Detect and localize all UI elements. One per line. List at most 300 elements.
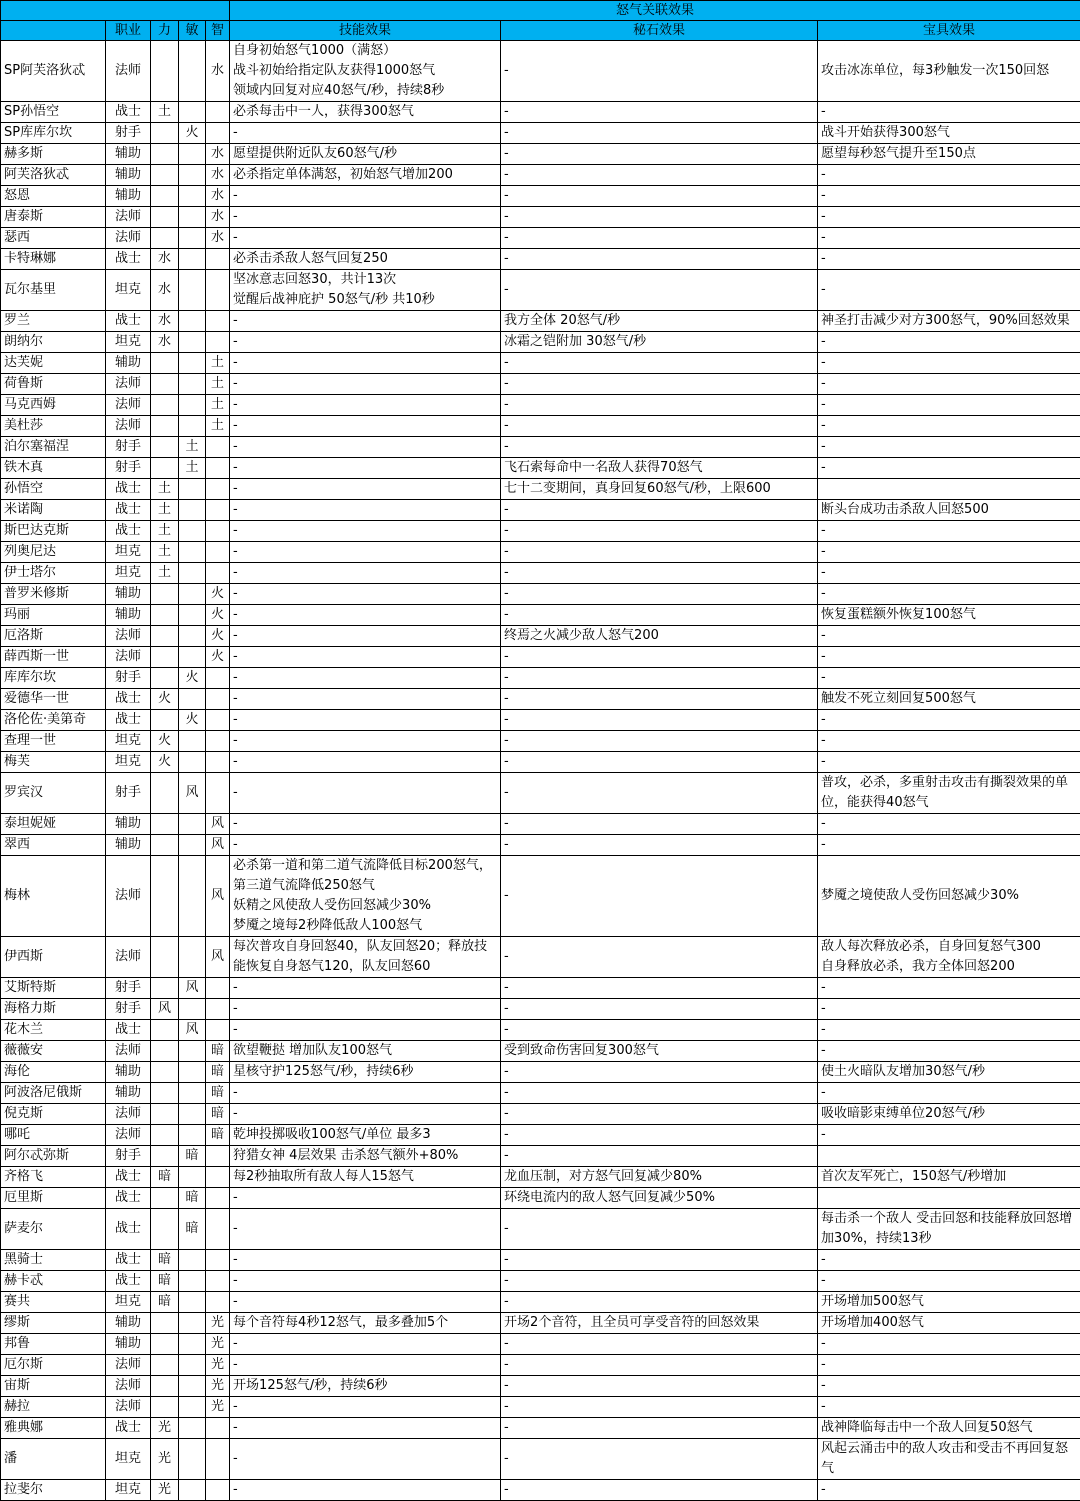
cell-agi (179, 374, 206, 395)
cell-treasure: 吸收暗影束缚单位20怒气/秒 (818, 1104, 1080, 1125)
cell-str: 火 (151, 752, 179, 773)
cell-int (206, 542, 230, 563)
cell-stone: - (501, 395, 818, 416)
table-row (1, 102, 1080, 123)
table-row (1, 1397, 1080, 1418)
cell-job: 坦克 (106, 1292, 151, 1313)
cell-treasure: - (818, 999, 1080, 1020)
cell-treasure: 开场增加500怒气 (818, 1292, 1080, 1313)
cell-name: 齐格飞 (1, 1167, 106, 1188)
cell-stone: - (501, 1439, 818, 1480)
cell-skill: 狩猎女神 4层效果 击杀怒气额外+80% (230, 1146, 501, 1167)
cell-str (151, 437, 179, 458)
table-row (1, 521, 1080, 542)
table-row (1, 1167, 1080, 1188)
cell-int: 光 (206, 1397, 230, 1418)
cell-skill: 每2秒抽取所有敌人每人15怒气 (230, 1167, 501, 1188)
cell-str (151, 647, 179, 668)
cell-int: 水 (206, 165, 230, 186)
cell-name: 花木兰 (1, 1020, 106, 1041)
cell-skill: - (230, 563, 501, 584)
cell-name: 罗兰 (1, 311, 106, 332)
cell-treasure: 攻击冰冻单位，每3秒触发一次150回怒 (818, 41, 1080, 102)
cell-name: 瑟西 (1, 228, 106, 249)
cell-agi (179, 814, 206, 835)
cell-str: 光 (151, 1480, 179, 1501)
cell-skill: - (230, 416, 501, 437)
cell-skill: 自身初始怒气1000（满怒） 战斗初始给指定队友获得1000怒气 领域内回复对应40怒气/秒，持续8秒 (230, 41, 501, 102)
cell-skill: - (230, 228, 501, 249)
cell-stone: - (501, 752, 818, 773)
cell-str (151, 1104, 179, 1125)
cell-job: 战士 (106, 479, 151, 500)
cell-treasure: - (818, 710, 1080, 731)
cell-treasure (818, 1188, 1080, 1209)
cell-agi (179, 228, 206, 249)
cell-agi (179, 144, 206, 165)
cell-str (151, 835, 179, 856)
cell-job: 坦克 (106, 563, 151, 584)
cell-job: 辅助 (106, 1062, 151, 1083)
cell-treasure: 触发不死立刻回复500怒气 (818, 689, 1080, 710)
cell-agi (179, 186, 206, 207)
cell-name: 厄尔斯 (1, 1355, 106, 1376)
table-row (1, 689, 1080, 710)
table-row (1, 1376, 1080, 1397)
cell-skill: - (230, 437, 501, 458)
cell-agi (179, 563, 206, 584)
cell-stone: - (501, 937, 818, 978)
cell-str (151, 978, 179, 999)
cell-job: 射手 (106, 123, 151, 144)
table-row (1, 1355, 1080, 1376)
cell-str (151, 165, 179, 186)
cell-agi (179, 835, 206, 856)
cell-stone: - (501, 270, 818, 311)
table-row (1, 458, 1080, 479)
cell-int (206, 521, 230, 542)
cell-name: 伊西斯 (1, 937, 106, 978)
cell-job: 战士 (106, 1209, 151, 1250)
cell-stone: - (501, 500, 818, 521)
cell-name: 孙悟空 (1, 479, 106, 500)
cell-agi (179, 270, 206, 311)
cell-stone: - (501, 416, 818, 437)
cell-stone: 飞石索每命中一名敌人获得70怒气 (501, 458, 818, 479)
cell-int: 土 (206, 395, 230, 416)
cell-name: 薇薇安 (1, 1041, 106, 1062)
cell-stone: - (501, 1418, 818, 1439)
cell-job: 战士 (106, 102, 151, 123)
cell-agi (179, 207, 206, 228)
cell-treasure: 战神降临每击中一个敌人回复50怒气 (818, 1418, 1080, 1439)
cell-int (206, 1418, 230, 1439)
cell-int: 水 (206, 207, 230, 228)
cell-job: 法师 (106, 647, 151, 668)
cell-skill: - (230, 521, 501, 542)
cell-skill: - (230, 1188, 501, 1209)
cell-agi (179, 1313, 206, 1334)
cell-treasure: 愿望每秒怒气提升至150点 (818, 144, 1080, 165)
cell-name: 阿波洛尼俄斯 (1, 1083, 106, 1104)
cell-int (206, 1271, 230, 1292)
cell-skill: - (230, 374, 501, 395)
cell-stone: 七十二变期间，真身回复60怒气/秒，上限600 (501, 479, 818, 500)
cell-skill: 每个音符每4秒12怒气，最多叠加5个 (230, 1313, 501, 1334)
cell-name: 达芙妮 (1, 353, 106, 374)
table-row (1, 1480, 1080, 1501)
cell-str (151, 814, 179, 835)
cell-skill: - (230, 978, 501, 999)
cell-skill: 必杀第一道和第二道气流降低目标200怒气，第三道气流降低250怒气 妖精之风使敌人受伤回怒减少30% 梦魇之境每2秒降低敌人100怒气 (230, 856, 501, 937)
cell-skill: 必杀指定单体满怒，初始怒气增加200 (230, 165, 501, 186)
cell-stone: - (501, 144, 818, 165)
cell-skill: - (230, 710, 501, 731)
cell-int (206, 123, 230, 144)
cell-stone: - (501, 710, 818, 731)
cell-name: 唐泰斯 (1, 207, 106, 228)
col-header-treasure: 宝具效果 (818, 21, 1080, 41)
cell-name: 梅林 (1, 856, 106, 937)
cell-job: 法师 (106, 395, 151, 416)
table-row (1, 1104, 1080, 1125)
table-row (1, 1418, 1080, 1439)
cell-job: 战士 (106, 1167, 151, 1188)
cell-str (151, 1125, 179, 1146)
cell-int: 暗 (206, 1083, 230, 1104)
table-row (1, 437, 1080, 458)
cell-skill: - (230, 814, 501, 835)
cell-int: 土 (206, 353, 230, 374)
cell-skill: - (230, 1334, 501, 1355)
cell-int: 火 (206, 626, 230, 647)
table-row (1, 856, 1080, 937)
cell-int: 风 (206, 937, 230, 978)
cell-treasure: - (818, 1271, 1080, 1292)
cell-treasure: - (818, 1480, 1080, 1501)
cell-str (151, 1397, 179, 1418)
cell-skill: - (230, 1083, 501, 1104)
table-row (1, 542, 1080, 563)
cell-job: 法师 (106, 1041, 151, 1062)
table-row (1, 814, 1080, 835)
cell-skill: - (230, 626, 501, 647)
cell-treasure: - (818, 270, 1080, 311)
cell-name: 泰坦妮娅 (1, 814, 106, 835)
cell-skill: - (230, 311, 501, 332)
cell-agi (179, 1125, 206, 1146)
cell-name: 海伦 (1, 1062, 106, 1083)
cell-skill: - (230, 1480, 501, 1501)
table-row (1, 1439, 1080, 1480)
cell-str: 水 (151, 332, 179, 353)
cell-str (151, 144, 179, 165)
table-row (1, 1146, 1080, 1167)
cell-agi (179, 647, 206, 668)
cell-skill: - (230, 1209, 501, 1250)
cell-treasure: - (818, 647, 1080, 668)
cell-treasure: - (818, 395, 1080, 416)
cell-treasure: 神圣打击减少对方300怒气，90%回怒效果 (818, 311, 1080, 332)
cell-stone: 龙血压制，对方怒气回复减少80% (501, 1167, 818, 1188)
col-header-str: 力 (151, 21, 179, 41)
cell-skill: - (230, 1355, 501, 1376)
table-row (1, 1188, 1080, 1209)
table-row (1, 1083, 1080, 1104)
cell-name: 阿尔忒弥斯 (1, 1146, 106, 1167)
cell-int: 暗 (206, 1062, 230, 1083)
cell-name: 伊士塔尔 (1, 563, 106, 584)
cell-int: 风 (206, 856, 230, 937)
cell-job: 辅助 (106, 1334, 151, 1355)
col-header-skill: 技能效果 (230, 21, 501, 41)
cell-stone: - (501, 1062, 818, 1083)
cell-str (151, 1146, 179, 1167)
cell-str (151, 1083, 179, 1104)
cell-int (206, 999, 230, 1020)
cell-int (206, 1439, 230, 1480)
cell-name: 拉斐尔 (1, 1480, 106, 1501)
cell-name: 雅典娜 (1, 1418, 106, 1439)
cell-agi (179, 1167, 206, 1188)
cell-stone: - (501, 1480, 818, 1501)
cell-int: 暗 (206, 1041, 230, 1062)
cell-name: 罗宾汉 (1, 773, 106, 814)
cell-stone: - (501, 437, 818, 458)
table-row (1, 731, 1080, 752)
cell-treasure: - (818, 353, 1080, 374)
cell-str: 土 (151, 500, 179, 521)
cell-name: 赫卡忒 (1, 1271, 106, 1292)
cell-treasure: 恢复蛋糕额外恢复100怒气 (818, 605, 1080, 626)
table-row (1, 563, 1080, 584)
cell-agi (179, 416, 206, 437)
cell-agi: 风 (179, 1020, 206, 1041)
cell-int (206, 102, 230, 123)
cell-skill: - (230, 668, 501, 689)
cell-job: 战士 (106, 1271, 151, 1292)
table-row (1, 165, 1080, 186)
cell-treasure: - (818, 521, 1080, 542)
cell-treasure: - (818, 978, 1080, 999)
cell-int: 暗 (206, 1125, 230, 1146)
cell-job: 射手 (106, 668, 151, 689)
cell-treasure: 敌人每次释放必杀，自身回复怒气300 自身释放必杀，我方全体回怒200 (818, 937, 1080, 978)
cell-int (206, 1146, 230, 1167)
cell-treasure: - (818, 1397, 1080, 1418)
cell-name: 翠西 (1, 835, 106, 856)
cell-job: 射手 (106, 978, 151, 999)
cell-str: 火 (151, 689, 179, 710)
cell-treasure: - (818, 668, 1080, 689)
table-row (1, 584, 1080, 605)
cell-int: 暗 (206, 1104, 230, 1125)
cell-agi (179, 1104, 206, 1125)
cell-skill: - (230, 1020, 501, 1041)
table-row (1, 311, 1080, 332)
cell-agi: 暗 (179, 1146, 206, 1167)
cell-name: 梅芙 (1, 752, 106, 773)
cell-job: 辅助 (106, 353, 151, 374)
cell-agi (179, 1376, 206, 1397)
cell-job: 辅助 (106, 584, 151, 605)
cell-job: 法师 (106, 1376, 151, 1397)
cell-job: 坦克 (106, 1439, 151, 1480)
cell-agi (179, 1041, 206, 1062)
cell-treasure: - (818, 228, 1080, 249)
cell-str (151, 710, 179, 731)
cell-stone: - (501, 668, 818, 689)
table-row (1, 249, 1080, 270)
cell-str: 暗 (151, 1250, 179, 1271)
cell-int: 火 (206, 584, 230, 605)
cell-name: SP库库尔坎 (1, 123, 106, 144)
cell-stone: - (501, 1376, 818, 1397)
cell-name: 黑骑士 (1, 1250, 106, 1271)
cell-job: 坦克 (106, 270, 151, 311)
cell-agi (179, 311, 206, 332)
cell-name: 洛伦佐·美第奇 (1, 710, 106, 731)
cell-stone: - (501, 814, 818, 835)
cell-job: 辅助 (106, 165, 151, 186)
cell-name: 宙斯 (1, 1376, 106, 1397)
cell-str: 土 (151, 479, 179, 500)
cell-int (206, 1167, 230, 1188)
cell-job: 坦克 (106, 731, 151, 752)
cell-agi: 土 (179, 437, 206, 458)
cell-int (206, 668, 230, 689)
table-row (1, 1313, 1080, 1334)
cell-str (151, 1376, 179, 1397)
cell-int (206, 689, 230, 710)
cell-skill: 必杀击杀敌人怒气回复250 (230, 249, 501, 270)
cell-skill: - (230, 500, 501, 521)
cell-agi: 风 (179, 978, 206, 999)
cell-int: 光 (206, 1334, 230, 1355)
cell-int: 水 (206, 41, 230, 102)
cell-agi (179, 1439, 206, 1480)
cell-treasure: - (818, 835, 1080, 856)
cell-job: 战士 (106, 1020, 151, 1041)
cell-name: 马克西姆 (1, 395, 106, 416)
cell-str (151, 1355, 179, 1376)
cell-int (206, 731, 230, 752)
table-row (1, 626, 1080, 647)
cell-skill: 愿望提供附近队友60怒气/秒 (230, 144, 501, 165)
cell-agi: 风 (179, 773, 206, 814)
table-row (1, 668, 1080, 689)
cell-agi (179, 689, 206, 710)
cell-str: 土 (151, 563, 179, 584)
cell-skill: 星核守护125怒气/秒，持续6秒 (230, 1062, 501, 1083)
cell-stone: - (501, 1292, 818, 1313)
cell-skill: 开场125怒气/秒，持续6秒 (230, 1376, 501, 1397)
cell-treasure (818, 1146, 1080, 1167)
cell-name: 斯巴达克斯 (1, 521, 106, 542)
table-row (1, 647, 1080, 668)
table-row (1, 479, 1080, 500)
col-header-int: 智 (206, 21, 230, 41)
cell-int: 光 (206, 1355, 230, 1376)
cell-skill: - (230, 332, 501, 353)
cell-skill: - (230, 999, 501, 1020)
cell-skill: - (230, 689, 501, 710)
cell-skill: - (230, 1418, 501, 1439)
cell-name: 阿芙洛狄忒 (1, 165, 106, 186)
cell-int: 光 (206, 1376, 230, 1397)
cell-name: 泊尔塞福涅 (1, 437, 106, 458)
cell-agi: 火 (179, 123, 206, 144)
cell-int: 火 (206, 605, 230, 626)
cell-int (206, 773, 230, 814)
cell-agi (179, 584, 206, 605)
cell-str: 暗 (151, 1292, 179, 1313)
cell-int (206, 332, 230, 353)
cell-agi: 火 (179, 668, 206, 689)
cell-name: 米诺陶 (1, 500, 106, 521)
cell-name: 薛西斯一世 (1, 647, 106, 668)
table-row (1, 835, 1080, 856)
cell-agi (179, 332, 206, 353)
cell-job: 辅助 (106, 814, 151, 835)
cell-int: 火 (206, 647, 230, 668)
table-row (1, 773, 1080, 814)
cell-str: 暗 (151, 1271, 179, 1292)
cell-str (151, 937, 179, 978)
cell-str: 风 (151, 999, 179, 1020)
cell-stone: - (501, 186, 818, 207)
cell-job: 坦克 (106, 752, 151, 773)
cell-int: 土 (206, 374, 230, 395)
cell-treasure: 使土火暗队友增加30怒气/秒 (818, 1062, 1080, 1083)
col-header-agi: 敏 (179, 21, 206, 41)
cell-name: 赛共 (1, 1292, 106, 1313)
cell-treasure: - (818, 249, 1080, 270)
cell-int (206, 437, 230, 458)
cell-skill: - (230, 605, 501, 626)
cell-treasure: - (818, 1334, 1080, 1355)
cell-treasure: 首次友军死亡，150怒气/秒增加 (818, 1167, 1080, 1188)
cell-agi (179, 1334, 206, 1355)
cell-stone: - (501, 584, 818, 605)
cell-str (151, 626, 179, 647)
cell-job: 战士 (106, 689, 151, 710)
cell-stone: - (501, 41, 818, 102)
cell-name: SP孙悟空 (1, 102, 106, 123)
cell-job: 坦克 (106, 542, 151, 563)
cell-name: 铁木真 (1, 458, 106, 479)
cell-int (206, 311, 230, 332)
cell-job: 射手 (106, 1146, 151, 1167)
cell-stone: - (501, 1083, 818, 1104)
cell-stone: - (501, 835, 818, 856)
cell-stone: 受到致命伤害回复300怒气 (501, 1041, 818, 1062)
cell-stone: 冰霜之铠附加 30怒气/秒 (501, 332, 818, 353)
cell-int (206, 563, 230, 584)
cell-name: 艾斯特斯 (1, 978, 106, 999)
cell-agi: 火 (179, 710, 206, 731)
cell-job: 战士 (106, 1188, 151, 1209)
cell-skill: - (230, 353, 501, 374)
cell-stone: - (501, 689, 818, 710)
cell-job: 射手 (106, 458, 151, 479)
cell-stone: - (501, 1250, 818, 1271)
cell-treasure: - (818, 563, 1080, 584)
cell-job: 辅助 (106, 1083, 151, 1104)
cell-agi (179, 1418, 206, 1439)
cell-str (151, 374, 179, 395)
cell-job: 战士 (106, 521, 151, 542)
